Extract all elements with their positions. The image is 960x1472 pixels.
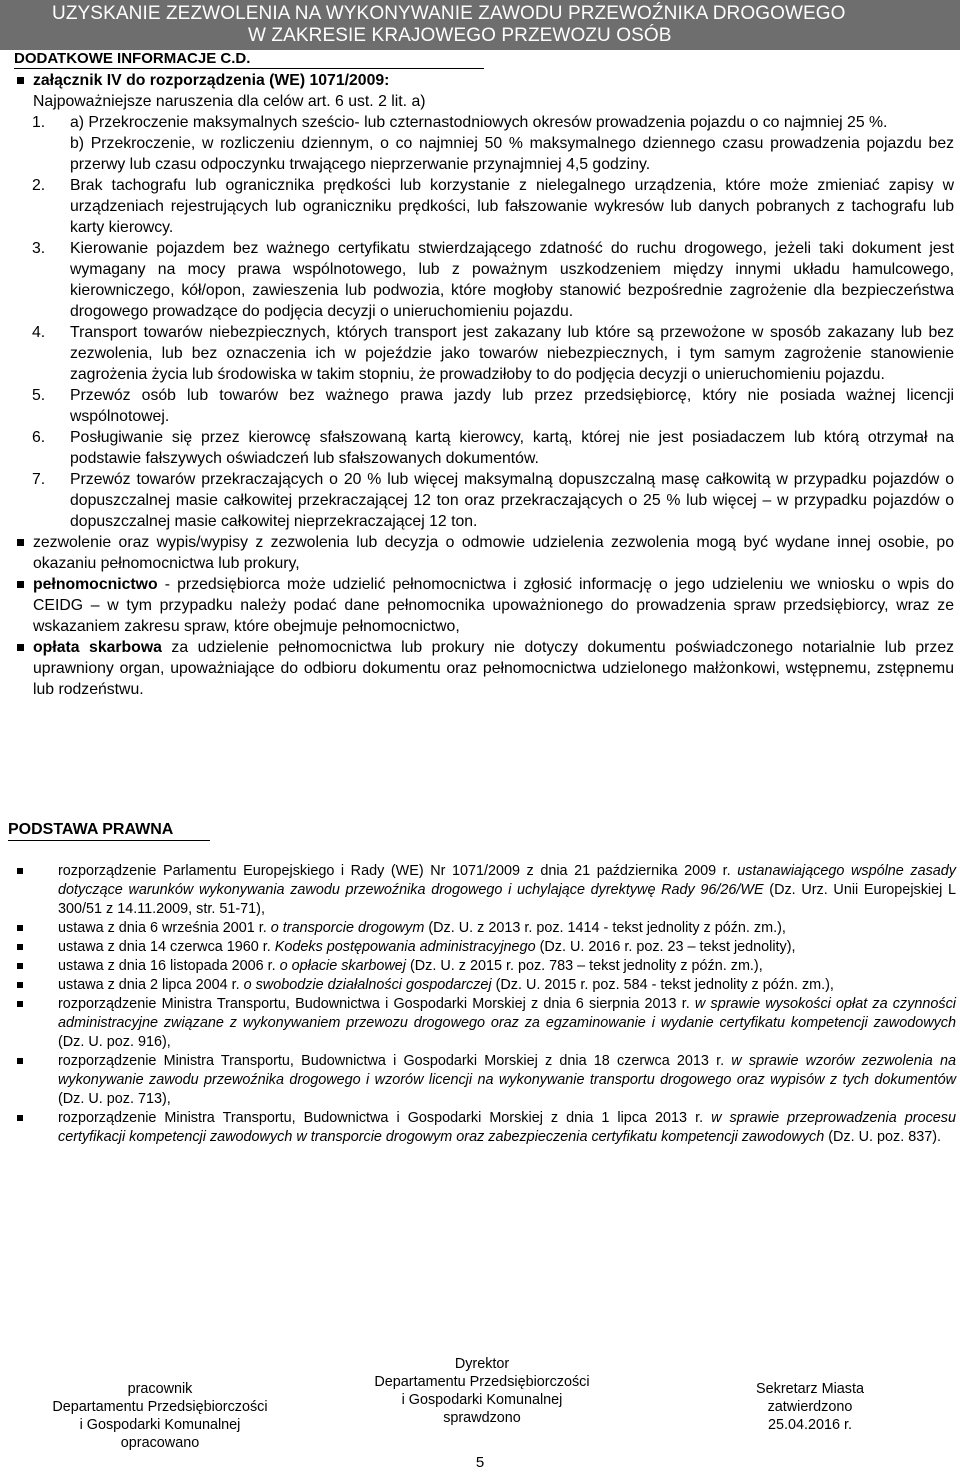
violation-item — [14, 322, 954, 385]
item-text: Transport towarów niebezpiecznych, których transport jest zakazany lub które są przewożone w sposób zakazany lub bez zezwolenia, lub bez oznaczenia ich w pojeździe jako towarów niebezpiecznych, i tym samym zagrożenie stanowienie zagrożenia życia lub środowiska w takim stopniu, że prowadziłoby to do podjęcia decyzji o unieruchomieniu pojazdu. — [70, 324, 954, 383]
act-citation: (Dz. U. 2015 r. poz. 584 - tekst jednolity z późn. zm.), — [491, 977, 834, 993]
signature-role: Dyrektor — [454, 1356, 510, 1372]
legal-basis-text — [58, 938, 956, 957]
legal-basis-text — [58, 862, 956, 919]
signature-status: sprawdzono — [443, 1410, 521, 1426]
bullet-body: za udzielenie pełnomocnictwa lub prokury nie dotyczy dokumentu poświadczonego notarialnie lub przez uprawniony organ, upoważniające do odbioru dokumentu oraz pełnomocnictwa udzielonego małżonkowi, wstępnemu, zstępnemu lub rodzeństwu. — [33, 639, 954, 698]
act-title: o swobodzie działalności gospodarczej — [243, 977, 492, 993]
square-bullet-icon — [14, 995, 58, 1052]
signature-department-cont: i Gospodarki Komunalnej — [401, 1392, 563, 1408]
act-citation: (Dz. U. poz. 713), — [58, 1091, 171, 1107]
act-reference: ustawa z dnia 6 września 2001 r. — [58, 920, 271, 936]
bullet-bold-term: pełnomocnictwo — [33, 576, 158, 593]
signature-block-prepared — [42, 1380, 278, 1452]
signature-status: opracowano — [120, 1435, 200, 1451]
section-title: DODATKOWE INFORMACJE C.D. — [14, 50, 251, 67]
item-text: Posługiwanie się przez kierowcę sfałszowaną kartą kierowcy, kartą, której nie jest posiadaczem lub którą otrzymał na podstawie fałszywych oświadczeń lub sfałszowanych dokumentów. — [70, 429, 954, 467]
violation-subitem: b) Przekroczenie, w rozliczeniu dziennym, o co najmniej 50 % maksymalnego dziennego czasu prowadzenia pojazdu bez przerwy lub czasu odpoczynku trwającego nieprzerwanie przynajmniej 4,5 godziny. — [70, 135, 954, 173]
bullet-text — [33, 637, 954, 700]
legal-basis-item — [14, 1052, 956, 1109]
item-number: 3. — [32, 240, 46, 257]
header-title-line-2: W ZAKRESIE KRAJOWEGO PRZEWOZU OSÓB — [248, 25, 672, 46]
act-reference: rozporządzenie Ministra Transportu, Budownictwa i Gospodarki Morskiej z dnia 1 lipca 2013 r. — [58, 1110, 712, 1126]
act-citation: (Dz. U. z 2015 r. poz. 783 – tekst jednolity z późn. zm.), — [406, 958, 763, 974]
signature-block-checked — [364, 1355, 600, 1427]
legal-basis-underline — [8, 840, 210, 841]
legal-basis-item — [14, 995, 956, 1052]
bullet-text — [33, 70, 954, 112]
act-reference: rozporządzenie Ministra Transportu, Budownictwa i Gospodarki Morskiej z dnia 18 czerwca 2013 r. — [58, 1053, 732, 1069]
square-bullet-icon — [14, 938, 58, 957]
bullet-annex — [14, 70, 954, 112]
act-citation: (Dz. U. poz. 837). — [824, 1129, 942, 1145]
act-reference: ustawa z dnia 16 listopada 2006 r. — [58, 958, 280, 974]
item-number: 2. — [32, 177, 46, 194]
legal-basis-item — [14, 957, 956, 976]
signature-department: Departamentu Przedsiębiorczości — [52, 1399, 268, 1415]
legal-basis-item — [14, 862, 956, 919]
legal-basis-item — [14, 976, 956, 995]
signature-department: Departamentu Przedsiębiorczości — [374, 1374, 590, 1390]
signature-role: Sekretarz Miasta — [756, 1381, 864, 1397]
bullet-permit-issuance — [14, 532, 954, 574]
signature-department-cont: i Gospodarki Komunalnej — [79, 1417, 241, 1433]
square-bullet-icon — [14, 919, 58, 938]
act-title: o transporcie drogowym — [270, 920, 425, 936]
bullet-body: - przedsiębiorca może udzielić pełnomocnictwa i zgłosić informację o jego udzieleniu we wniosku o wpis do CEIDG – w tym przypadku należy podać dane pełnomocnika upoważnionego do prowadzenia spraw przedsiębiorcy, wraz ze wskazaniem zakresu spraw, które obejmuje pełnomocnictwo, — [33, 576, 954, 635]
legal-basis-text — [58, 976, 956, 995]
act-title: w sprawie wzorów zezwolenia na wykonywanie zawodu przewoźnika drogowego i wzorów licencji na wykonywanie transportu drogowego oraz wypisów z tych dokumentów — [58, 1053, 956, 1088]
square-bullet-icon — [14, 637, 33, 700]
item-text: a) Przekroczenie maksymalnych sześcio- lub czternastodniowych okresów prowadzenia pojazdu o co najmniej 25 %. — [70, 114, 888, 131]
legal-basis-list — [14, 862, 956, 1147]
item-text: Kierowanie pojazdem bez ważnego certyfikatu stwierdzającego zdatność do ruchu drogowego, jeżeli taki dokument jest wymagany na mocy prawa wspólnotowego, lub z poważnym uszkodzeniem między innymi układu hamulcowego, kierowniczego, kół/opon, zawieszenia lub podwozia, które mogłoby stanowić bezpośrednie zagrożenie dla bezpieczeństwa drogowego prowadzące do podjęcia decyzji o unieruchomieniu pojazdu. — [70, 240, 954, 320]
legal-basis-text — [58, 995, 956, 1052]
item-number: 1. — [32, 114, 46, 131]
header-title-line-1: UZYSKANIE ZEZWOLENIA NA WYKONYWANIE ZAWODU PRZEWOŹNIKA DROGOWEGO — [52, 3, 846, 24]
signature-status: zatwierdzono — [767, 1399, 853, 1415]
page-number: 5 — [475, 1454, 485, 1471]
act-title: w sprawie wysokości opłat za czynności administracyjne związane z wykonywaniem przewozu drogowego oraz za egzaminowanie i wydanie certyfikatu kompetencji zawodowych — [58, 996, 956, 1031]
main-content — [14, 70, 954, 700]
legal-basis-text — [58, 1052, 956, 1109]
square-bullet-icon — [14, 532, 33, 574]
legal-basis-item — [14, 938, 956, 957]
annex-title: załącznik IV do rozporządzenia (WE) 1071/2009: — [33, 72, 390, 89]
section-title-underline — [14, 68, 484, 69]
signature-block-approved — [716, 1380, 904, 1434]
signature-date: 25.04.2016 r. — [767, 1417, 853, 1433]
act-citation: (Dz. U. z 2013 r. poz. 1414 - tekst jednolity z późn. zm.), — [424, 920, 786, 936]
square-bullet-icon — [14, 70, 33, 112]
square-bullet-icon — [14, 976, 58, 995]
square-bullet-icon — [14, 862, 58, 919]
act-title: Kodeks postępowania administracyjnego — [274, 939, 536, 955]
violation-item — [14, 112, 954, 133]
bullet-power-of-attorney — [14, 574, 954, 637]
act-reference: ustawa z dnia 14 czerwca 1960 r. — [58, 939, 275, 955]
violation-item — [14, 238, 954, 322]
violation-item — [14, 385, 954, 427]
item-text: Przewóz osób lub towarów bez ważnego prawa jazdy lub przez przedsiębiorcę, który nie posiada ważnej licencji wspólnotowej. — [70, 387, 954, 425]
square-bullet-icon — [14, 1109, 58, 1147]
act-citation: (Dz. Urz. Unii Europejskiej L 300/51 z 14.11.2009, str. 51-71), — [58, 882, 956, 917]
act-citation: (Dz. U. 2016 r. poz. 23 – tekst jednolity), — [535, 939, 796, 955]
violation-item — [14, 427, 954, 469]
square-bullet-icon — [14, 574, 33, 637]
item-number: 5. — [32, 387, 46, 404]
act-reference: ustawa z dnia 2 lipca 2004 r. — [58, 977, 244, 993]
legal-basis-text — [58, 957, 956, 976]
item-text: Brak tachografu lub ogranicznika prędkości lub korzystanie z nielegalnego urządzenia, które może zmieniać zapisy w urządzeniach rejestrujących lub ograniczniku prędkości, lub fałszowanie wykresów lub danych pobranych z tachografu lub karty kierowcy. — [70, 177, 954, 236]
bullet-text: zezwolenie oraz wypis/wypisy z zezwolenia lub decyzja o odmowie udzielenia zezwolenia mogą być wydane innej osobie, po okazaniu pełnomocnictwa lub prokury, — [33, 534, 954, 572]
act-citation: (Dz. U. poz. 916), — [58, 1034, 171, 1050]
legal-basis-text — [58, 919, 956, 938]
act-title: o opłacie skarbowej — [279, 958, 406, 974]
bullet-stamp-duty — [14, 637, 954, 700]
square-bullet-icon — [14, 957, 58, 976]
legal-basis-item — [14, 919, 956, 938]
item-text: Przewóz towarów przekraczających o 20 % lub więcej maksymalną dopuszczalną masę całkowitą w przypadku pojazdów o dopuszczalnej masie całkowitej przekraczającej 12 ton oraz przekraczających o 25 % lub więcej – w przypadku pojazdów o dopuszczalnej masie całkowitej nieprzekraczającej 12 ton. — [70, 471, 954, 530]
item-number: 6. — [32, 429, 46, 446]
item-number: 4. — [32, 324, 46, 341]
act-title: ustanawiającego wspólne zasady dotyczące warunków wykonywania zawodu przewoźnika drogowego i uchylające dyrektywę Rady 96/26/WE — [58, 863, 956, 898]
legal-basis-item — [14, 1109, 956, 1147]
bullet-bold-term: opłata skarbowa — [33, 639, 162, 656]
violation-item — [14, 469, 954, 532]
signature-role: pracownik — [127, 1381, 193, 1397]
act-reference: rozporządzenie Ministra Transportu, Budownictwa i Gospodarki Morskiej z dnia 6 sierpnia 2013 r. — [58, 996, 695, 1012]
legal-basis-heading: PODSTAWA PRAWNA — [8, 821, 174, 838]
violation-item — [14, 175, 954, 238]
square-bullet-icon — [14, 1052, 58, 1109]
legal-basis-text — [58, 1109, 956, 1147]
annex-subtitle: Najpoważniejsze naruszenia dla celów art. 6 ust. 2 lit. a) — [33, 93, 426, 110]
bullet-text — [33, 574, 954, 637]
item-number: 7. — [32, 471, 46, 488]
act-title: w sprawie przeprowadzenia procesu certyfikacji kompetencji zawodowych w transporcie drogowym oraz zabezpieczenia certyfikatu kompetencji zawodowych — [58, 1110, 956, 1145]
act-reference: rozporządzenie Parlamentu Europejskiego i Rady (WE) Nr 1071/2009 z dnia 21 października 2009 r. — [58, 863, 738, 879]
